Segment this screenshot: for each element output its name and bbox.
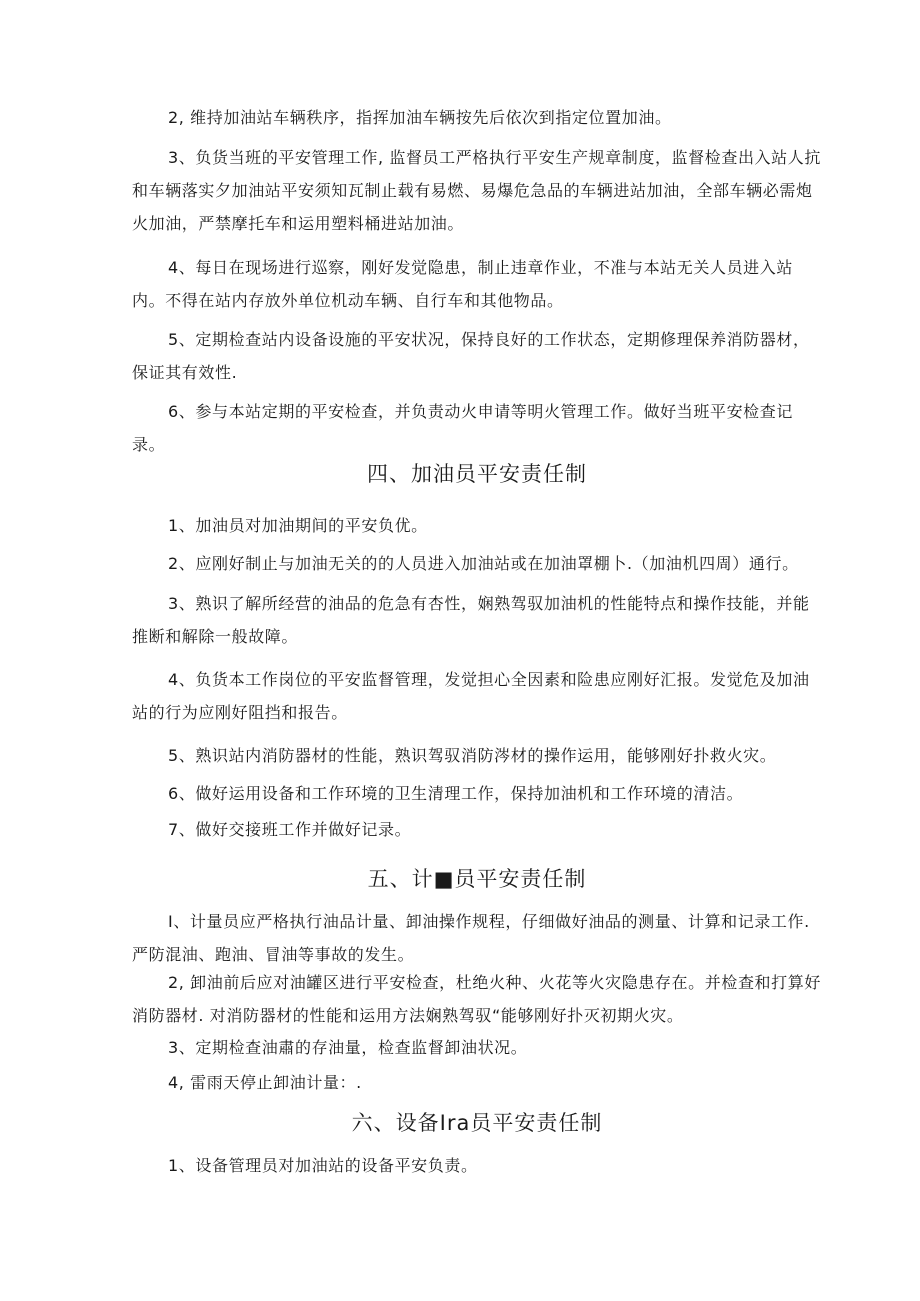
paragraph: 2, 卸油前后应对油罐区进行平安检查，杜绝火种、火花等火灾隐患存在。并检查和打算好消防器材. 对消防器材的性能和运用方法娴熟驾驭“能够刚好扑灭初期火灾。: [132, 973, 821, 1025]
paragraph: 5、定期检查站内设备设施的平安状况，保持良好的工作状态，定期修理保养消防器材，保证其有效性.: [132, 330, 810, 382]
section-heading: 五、计■员平安责任制: [367, 867, 587, 891]
paragraph: 1、加油员对加油期间的平安负优。: [168, 516, 428, 535]
paragraph: 4, 雷雨天停止卸油计量：.: [168, 1073, 362, 1092]
paragraph: 4、负货本工作岗位的平安监督管理，发觉担心全因素和险患应刚好汇报。发觉危及加油站的行为应刚好阻挡和报告。: [132, 670, 810, 722]
paragraph: 6、做好运用设备和工作环境的卫生清理工作，保持加油机和工作环境的清洁。: [168, 784, 744, 803]
paragraph: 6、参与本站定期的平安检查，并负责动火申请等明火管理工作。做好当班平安检查记录。: [132, 402, 793, 454]
paragraph: 7、做好交接班工作并做好记录。: [168, 820, 412, 839]
paragraph: 4、每日在现场进行巡察，刚好发觉隐患，制止违章作业，不准与本站无关人员进入站内。不得在站内存放外单位机动车辆、自行车和其他物品。: [132, 258, 793, 310]
section-heading: 六、设备Ira员平安责任制: [351, 1111, 603, 1135]
paragraph: 3、定期检查油肅的存油量，检查监督卸油状况。: [168, 1038, 528, 1057]
section-heading: 四、加油员平安责任制: [367, 462, 587, 486]
paragraph: 3、熟识了解所经营的油品的危急有杏性，娴熟驾驭加油机的性能特点和操作技能，并能推断和解除一般故障。: [132, 594, 810, 646]
paragraph: 2, 维持加油站车辆秩序，指挥加油车辆按先后依次到指定位置加油。: [168, 108, 672, 127]
paragraph: 5、熟识站内消防器材的性能，熟识驾驭消防涔材的操作运用，能够刚好扑救火灾。: [168, 746, 777, 765]
paragraph: 1、设备管理员对加油站的设备平安负责。: [168, 1156, 478, 1175]
paragraph: 3、负货当班的平安管理工作, 监督员工严格执行平安生产规章制度，监督检查出入站人抗和车辆落实夕加油站平安须知瓦制止载有易燃、易爆危急品的车辆进站加油，全部车辆必需炮火加油，严禁摩托车和运用塑料桶进站加油。: [132, 148, 821, 233]
paragraph: I、计量员应严格执行油品计量、卸油操作规程，仔细做好油品的测量、计算和记录工作.严防混油、跑油、冒油等事故的发生。: [132, 912, 810, 964]
paragraph: 2、应刚好制止与加油无关的的人员进入加油站或在加油罩棚卜.（加油机四周）通行。: [168, 554, 799, 573]
